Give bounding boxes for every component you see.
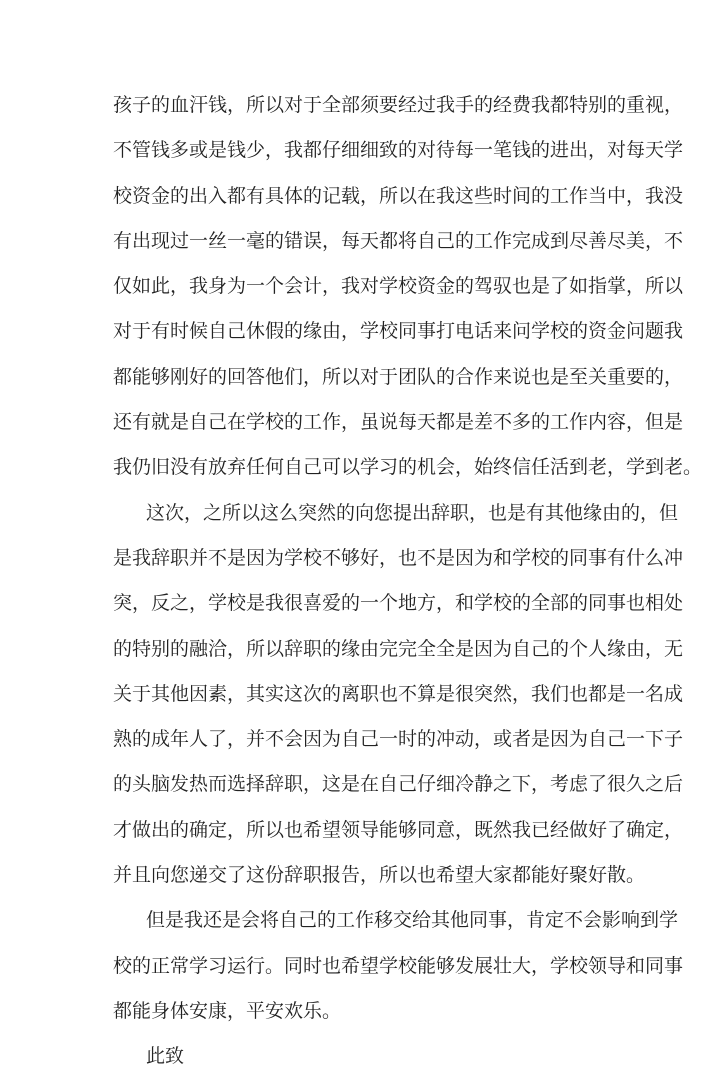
text-line: 有出现过一丝一毫的错误，每天都将自己的工作完成到尽善尽美，不 — [113, 229, 684, 252]
text-line: 校的正常学习运行。同时也希望学校能够发展壮大，学校领导和同事 — [113, 954, 684, 977]
closing-salutation: 此致 — [146, 1045, 185, 1068]
text-line: 都能身体安康，平安欢乐。 — [113, 999, 342, 1022]
text-line: 这次，之所以这么突然的向您提出辞职，也是有其他缘由的，但 — [146, 501, 679, 524]
text-line: 不管钱多或是钱少，我都仔细细致的对待每一笔钱的进出，对每天学 — [113, 139, 684, 162]
text-line: 我仍旧没有放弃任何自己可以学习的机会，始终信任活到老，学到老。 — [113, 456, 703, 479]
text-line: 但是我还是会将自己的工作移交给其他同事，肯定不会影响到学 — [146, 909, 679, 932]
text-line: 都能够刚好的回答他们，所以对于团队的合作来说也是至关重要的， — [113, 365, 684, 388]
text-line: 才做出的确定，所以也希望领导能够同意，既然我已经做好了确定， — [113, 818, 684, 841]
text-line: 并且向您递交了这份辞职报告，所以也希望大家都能好聚好散。 — [113, 864, 646, 887]
text-line: 的头脑发热而选择辞职，这是在自己仔细冷静之下，考虑了很久之后 — [113, 773, 684, 796]
text-line: 突，反之，学校是我很喜爱的一个地方，和学校的全部的同事也相处 — [113, 592, 684, 615]
letter-body — [113, 83, 703, 1080]
text-line: 校资金的出入都有具体的记载，所以在我这些时间的工作当中，我没 — [113, 184, 684, 207]
text-line: 对于有时候自己休假的缘由，学校同事打电话来问学校的资金问题我 — [113, 320, 684, 343]
text-line: 关于其他因素，其实这次的离职也不算是很突然，我们也都是一名成 — [113, 682, 684, 705]
text-line: 熟的成年人了，并不会因为自己一时的冲动，或者是因为自己一下子 — [113, 728, 684, 751]
text-line: 是我辞职并不是因为学校不够好，也不是因为和学校的同事有什么冲 — [113, 546, 684, 569]
text-line: 的特别的融洽，所以辞职的缘由完完全全是因为自己的个人缘由，无 — [113, 637, 684, 660]
text-line: 孩子的血汗钱，所以对于全部须要经过我手的经费我都特别的重视， — [113, 94, 684, 116]
text-line: 还有就是自己在学校的工作，虽说每天都是差不多的工作内容，但是 — [113, 411, 684, 434]
text-line: 仅如此，我身为一个会计，我对学校资金的驾驭也是了如指掌，所以 — [113, 275, 684, 298]
